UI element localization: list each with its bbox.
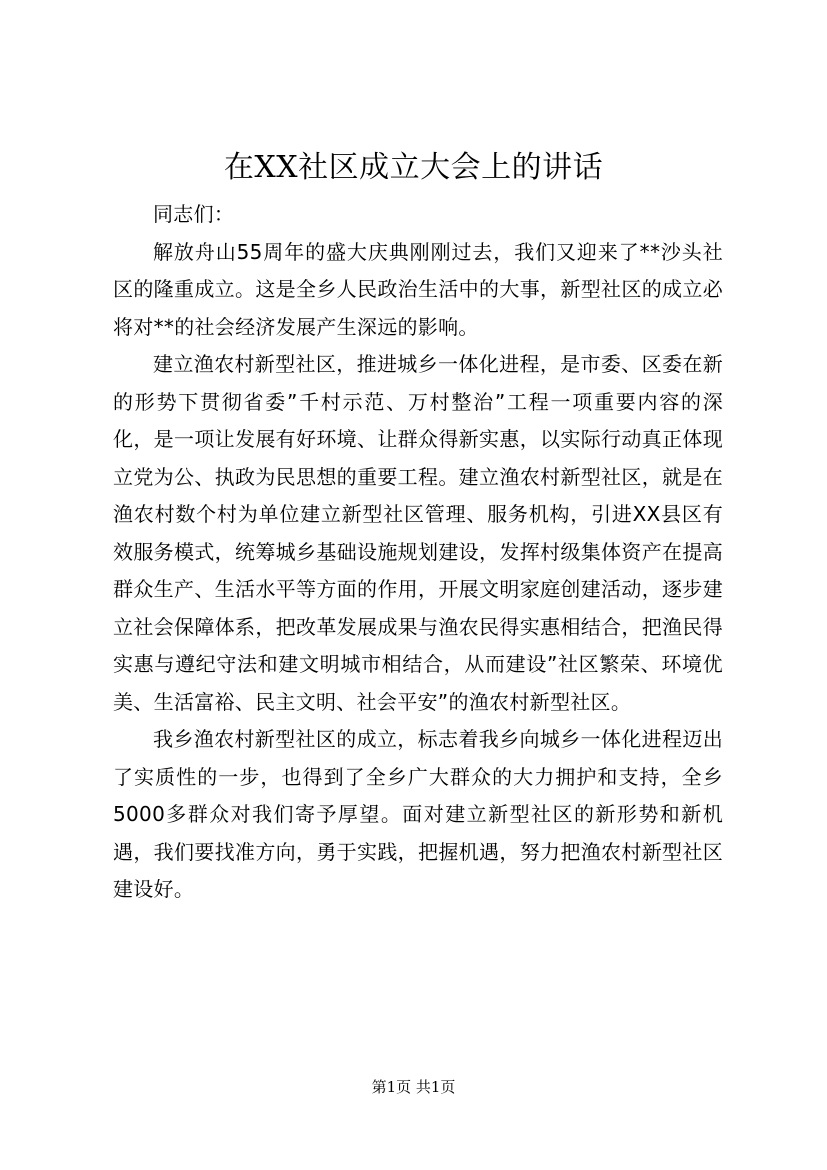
document-body: [113, 196, 723, 909]
document-title: 在XX社区成立大会上的讲话: [223, 150, 604, 185]
paragraph-1: 解放舟山55周年的盛大庆典刚刚过去，我们又迎来了**沙头社区的隆重成立。这是全乡人民政治生活中的大事，新型社区的成立必将对**的社会经济发展产生深远的影响。: [113, 239, 723, 339]
page-footer: 第1页 共1页: [371, 1078, 456, 1096]
paragraph-2: 建立渔农村新型社区，推进城乡一体化进程，是市委、区委在新的形势下贯彻省委”千村示范、万村整治”工程一项重要内容的深化，是一项让发展有好环境、让群众得新实惠，以实际行动真正体现立党为公、执政为民思想的重要工程。建立渔农村新型社区，就是在渔农村数个村为单位建立新型社区管理、服务机构，引进XX县区有效服务模式，统筹城乡基础设施规划建设，发挥村级集体资产在提高群众生产、生活水平等方面的作用，开展文明家庭创建活动，逐步建立社会保障体系，把改革发展成果与渔农民得实惠相结合，把渔民得实惠与遵纪守法和建文明城市相结合，从而建设”社区繁荣、环境优美、生活富裕、民主文明、社会平安”的渔农村新型社区。: [113, 352, 723, 714]
paragraph-3: 我乡渔农村新型社区的成立，标志着我乡向城乡一体化进程迈出了实质性的一步，也得到了全乡广大群众的大力拥护和支持，全乡5000多群众对我们寄予厚望。面对建立新型社区的新形势和新机遇，我们要找准方向，勇于实践，把握机遇，努力把渔农村新型社区建设好。: [113, 727, 723, 901]
salutation: 同志们：: [153, 202, 235, 226]
